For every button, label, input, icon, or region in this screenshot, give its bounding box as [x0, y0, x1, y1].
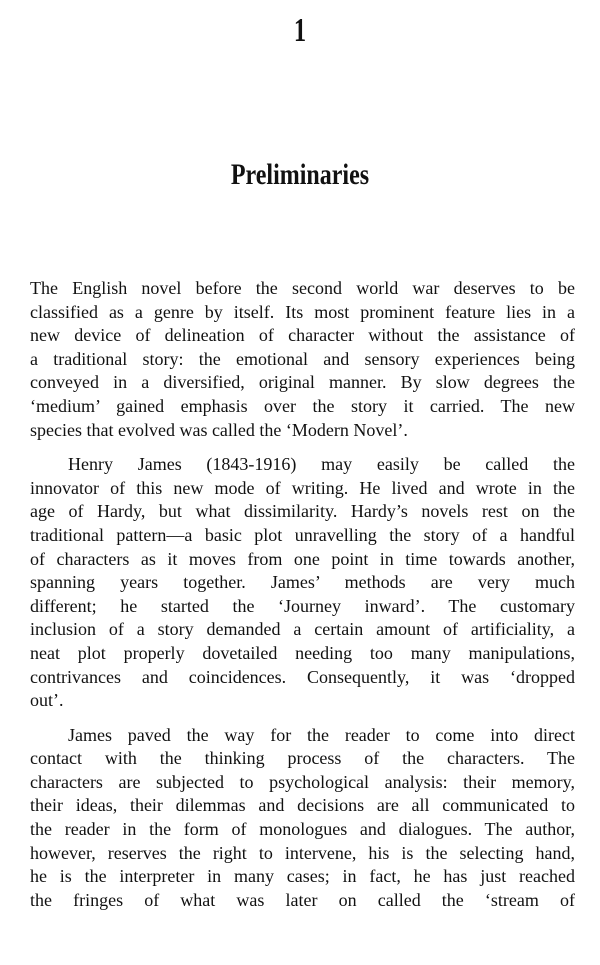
text-line: contact with the thinking process of the characters. The	[30, 748, 575, 769]
text-line: out’.	[30, 690, 64, 711]
text-line: new device of delineation of character without the assistance of	[30, 325, 575, 346]
text-line: species that evolved was called the ‘Modern Novel’.	[30, 419, 408, 440]
text-line: different; he started the ‘Journey inward’. The customary	[30, 595, 575, 616]
text-line: The English novel before the second world war deserves to be	[30, 278, 575, 298]
text-line: their ideas, their dilemmas and decisions are all communicated to	[30, 795, 575, 816]
text-line: of characters as it moves from one point in time towards another,	[30, 548, 575, 569]
text-line: however, reserves the right to intervene, his is the selecting hand,	[30, 842, 575, 863]
text-line: neat plot properly dovetailed needing too many manipulations,	[30, 642, 575, 663]
text-line: conveyed in a diversified, original manner. By slow degrees the	[30, 372, 575, 393]
text-line: inclusion of a story demanded a certain amount of artificiality, a	[30, 619, 575, 640]
text-line: Henry James (1843-1916) may easily be called the	[68, 454, 575, 475]
text-line: age of Hardy, but what dissimilarity. Hardy’s novels rest on the	[30, 501, 575, 522]
chapter-number: 1	[293, 12, 307, 49]
text-line: traditional pattern—a basic plot unravelling the story of a handful	[30, 524, 575, 545]
paragraph-3	[30, 724, 575, 913]
text-line: characters are subjected to psychological analysis: their memory,	[30, 771, 575, 792]
text-line: contrivances and coincidences. Consequently, it was ‘dropped	[30, 666, 575, 687]
text-line: classified as a genre by itself. Its most prominent feature lies in a	[30, 301, 575, 322]
text-line: a traditional story: the emotional and sensory experiences being	[30, 348, 575, 369]
text-line: James paved the way for the reader to come into direct	[68, 724, 575, 745]
text-line: he is the interpreter in many cases; in fact, he has just reached	[30, 866, 575, 887]
chapter-title: Preliminaries	[230, 158, 370, 191]
text-line: ‘medium’ gained emphasis over the story it carried. The new	[30, 395, 575, 416]
paragraph-1	[30, 277, 575, 442]
text-line: innovator of this new mode of writing. He lived and wrote in the	[30, 477, 575, 498]
text-line: the fringes of what was later on called the ‘stream of	[30, 889, 575, 910]
text-line: spanning years together. James’ methods are very much	[30, 572, 575, 593]
chapter-body	[30, 277, 575, 912]
text-line: the reader in the form of monologues and dialogues. The author,	[30, 819, 575, 840]
paragraph-2	[30, 453, 575, 713]
